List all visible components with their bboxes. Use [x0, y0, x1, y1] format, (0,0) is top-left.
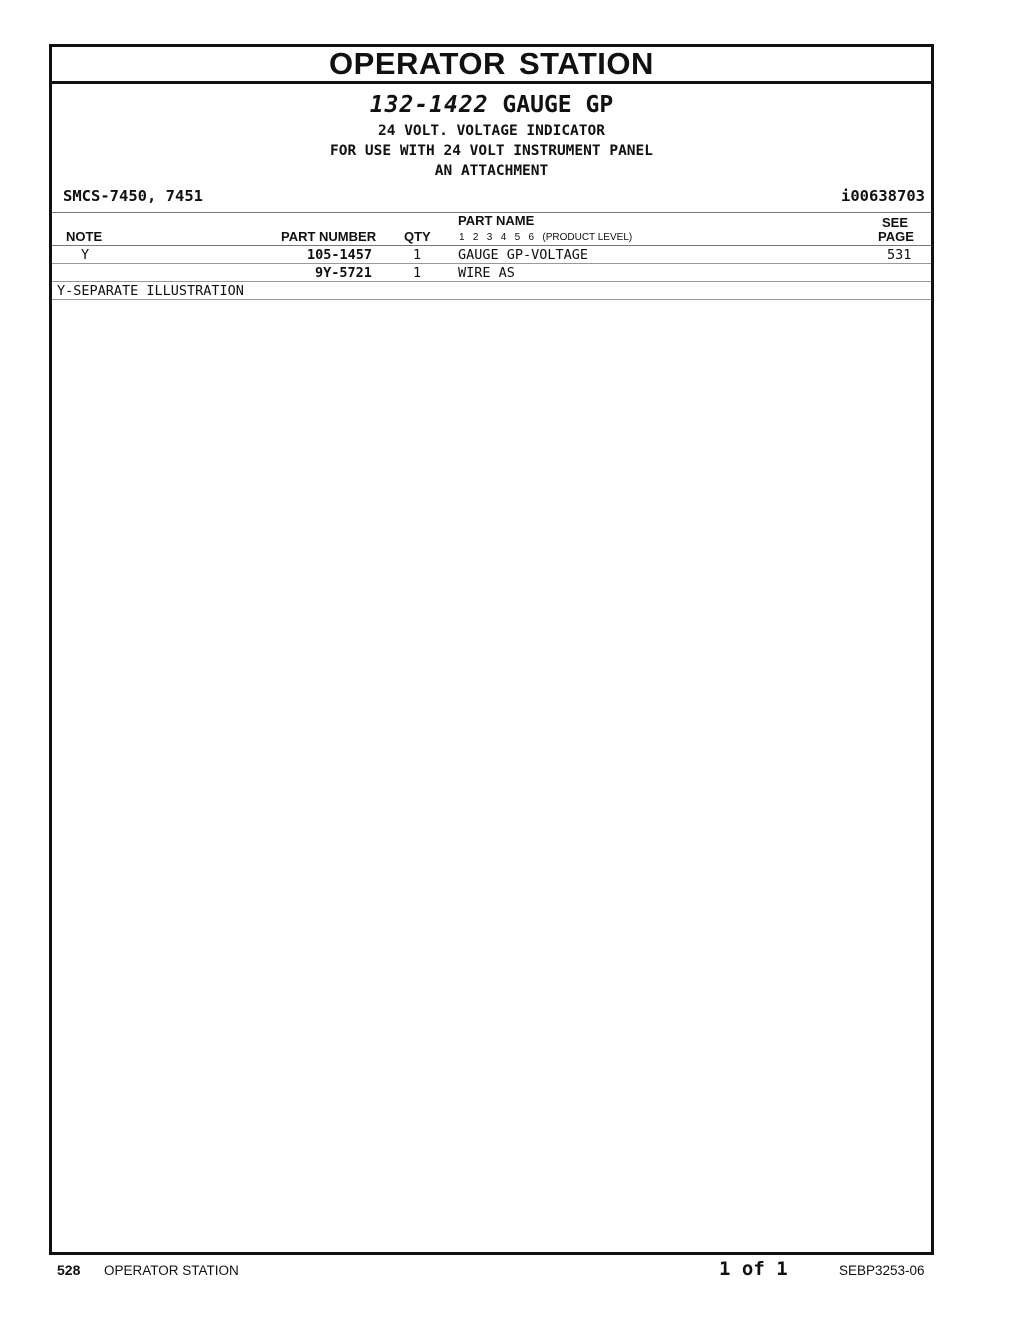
table-row	[52, 246, 931, 264]
footer-page-of: 1 of 1	[719, 1258, 788, 1280]
footer-page-number: 528	[57, 1262, 81, 1278]
row-qty: 1	[413, 247, 422, 263]
section-banner: OPERATOR STATION	[52, 47, 931, 84]
column-header	[52, 212, 931, 246]
row-see-page: 531	[887, 247, 912, 263]
row-part-name: GAUGE GP-VOLTAGE	[458, 247, 589, 263]
group-description-line: FOR USE WITH 24 VOLT INSTRUMENT PANEL	[329, 143, 653, 159]
group-header	[52, 84, 931, 212]
col-page: PAGE	[878, 229, 914, 244]
footer-section: OPERATOR STATION	[104, 1263, 239, 1278]
illustration-ref: i00638703	[841, 187, 925, 205]
col-see: SEE	[882, 215, 909, 230]
page-footer	[0, 1258, 1020, 1282]
row-part-number: 9Y-5721	[315, 265, 372, 281]
footer-doc-id: SEBP3253-06	[839, 1263, 925, 1278]
col-part-number: PART NUMBER	[281, 229, 377, 244]
smcs-code: SMCS-7450, 7451	[63, 187, 203, 205]
group-description-line: 24 VOLT. VOLTAGE INDICATOR	[378, 123, 605, 139]
row-part-name: WIRE AS	[458, 265, 515, 281]
group-part-number: 132-1422	[369, 92, 489, 118]
col-qty: QTY	[404, 229, 431, 244]
group-description-line: AN ATTACHMENT	[434, 163, 549, 179]
note-text: Y-SEPARATE ILLUSTRATION	[57, 283, 244, 299]
notes-row	[52, 282, 931, 300]
row-note: Y	[81, 247, 90, 263]
col-note: NOTE	[66, 229, 103, 244]
row-part-number: 105-1457	[307, 247, 373, 263]
table-row	[52, 264, 931, 282]
col-product-levels: 1 2 3 4 5 6 (PRODUCT LEVEL)	[459, 232, 633, 243]
row-qty: 1	[413, 265, 422, 281]
group-title	[52, 92, 931, 118]
group-name: GAUGE GP	[502, 92, 614, 118]
page-frame	[49, 44, 934, 1255]
col-part-name: PART NAME	[458, 213, 535, 228]
